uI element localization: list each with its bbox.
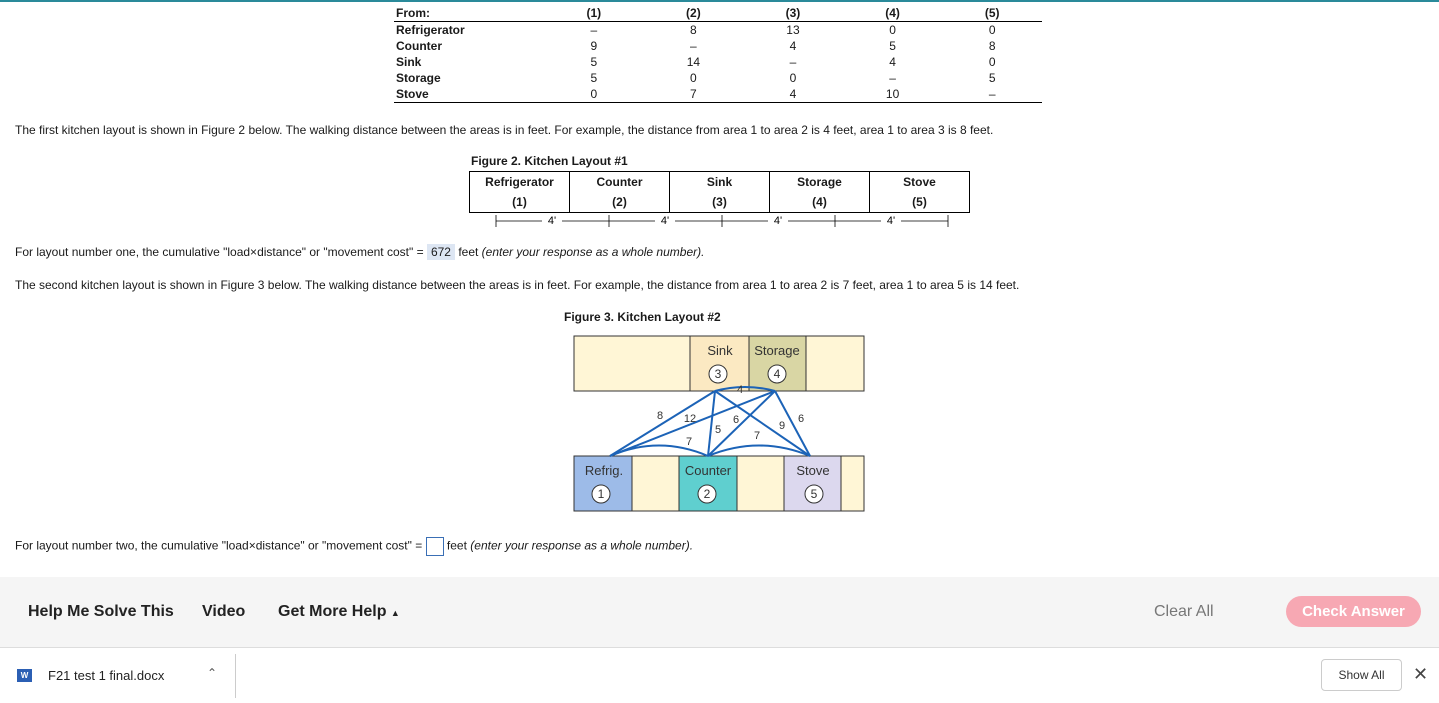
- table-cell: 5: [590, 71, 598, 85]
- area-sink: Sink (3): [670, 172, 770, 213]
- column-header: (4): [885, 6, 900, 20]
- dimension-label: 4': [886, 215, 896, 227]
- distance-label: 4: [736, 384, 744, 396]
- help-me-solve-button[interactable]: Help Me Solve This: [28, 603, 174, 620]
- refrig-number: 1: [597, 487, 605, 501]
- distance-label: 9: [778, 420, 786, 432]
- distance-label: 5: [714, 424, 722, 436]
- answer2-prefix: For layout number two, the cumulative "load×distance" or "movement cost" =: [15, 538, 423, 553]
- divider: [235, 654, 236, 698]
- table-cell: –: [889, 71, 896, 85]
- table-cell: 0: [988, 55, 996, 69]
- word-document-icon: W: [17, 669, 32, 682]
- answer1-value[interactable]: 672: [427, 244, 455, 260]
- area-refrigerator: Refrigerator (1): [470, 172, 570, 213]
- get-more-help-label: Get More Help: [278, 603, 387, 620]
- table-cell: 0: [590, 87, 598, 101]
- answer2-hint: (enter your response as a whole number).: [470, 538, 694, 553]
- answer1-suffix: feet: [458, 245, 479, 259]
- empty-area: [737, 456, 784, 511]
- table-cell: –: [590, 23, 598, 37]
- table-row: [394, 70, 1042, 86]
- table-cell: 4: [789, 39, 797, 53]
- from-label: From:: [396, 6, 430, 20]
- table-cell: –: [789, 55, 797, 69]
- table-cell: 7: [690, 87, 697, 101]
- table-cell: 8: [988, 39, 996, 53]
- refrig-label: Refrig.: [584, 463, 624, 478]
- download-bar: [0, 647, 1439, 703]
- row-label: Storage: [396, 71, 441, 85]
- dimension-label: 4': [547, 215, 557, 227]
- table-cell: 0: [889, 23, 896, 37]
- caret-up-icon: ▲: [390, 608, 400, 618]
- load-matrix-table: [394, 5, 1042, 103]
- area-counter: Counter (2): [570, 172, 670, 213]
- table-header-row: [394, 5, 1042, 22]
- counter-label: Counter: [684, 463, 732, 478]
- show-all-button[interactable]: Show All: [1321, 659, 1402, 691]
- column-header: (1): [586, 6, 602, 20]
- answer1-prefix: For layout number one, the cumulative "load×distance" or "movement cost" =: [15, 245, 424, 259]
- table-row: [394, 54, 1042, 70]
- sink-label: Sink: [707, 343, 733, 358]
- stove-label: Stove: [796, 463, 830, 478]
- storage-number: 4: [773, 367, 781, 381]
- table-cell: 5: [988, 71, 996, 85]
- distance-label: 6: [797, 413, 805, 425]
- table-cell: 8: [690, 23, 697, 37]
- row-label: Refrigerator: [396, 23, 465, 37]
- figure3-title: Figure 3. Kitchen Layout #2: [564, 310, 721, 324]
- table-cell: 0: [690, 71, 697, 85]
- table-cell: 5: [889, 39, 896, 53]
- table-cell: 5: [590, 55, 598, 69]
- area-storage: Storage (4): [770, 172, 870, 213]
- answer1-hint: (enter your response as a whole number).: [481, 245, 705, 259]
- storage-label: Storage: [754, 343, 800, 358]
- row-label: Counter: [396, 39, 442, 53]
- distance-label: 7: [753, 430, 761, 442]
- sink-number: 3: [714, 367, 722, 381]
- chevron-up-icon[interactable]: ⌃: [207, 666, 218, 680]
- answer2-input[interactable]: [426, 537, 444, 556]
- table-cell: 0: [789, 71, 797, 85]
- column-header: (3): [785, 6, 801, 20]
- stove-number: 5: [810, 487, 818, 501]
- layout1-description: The first kitchen layout is shown in Figure 2 below. The walking distance between the areas is in feet. For example, the distance from area 1 to area 2 is 4 feet, area 1 to area 3 is 8 feet.: [15, 123, 994, 137]
- layout2-description: The second kitchen layout is shown in Figure 3 below. The walking distance between the areas is in feet. For example, the distance from area 1 to area 2 is 7 feet, area 1 to area 5 is 14 feet.: [15, 278, 1020, 292]
- answer2-suffix: feet: [446, 538, 467, 553]
- close-icon[interactable]: ✕: [1413, 664, 1429, 684]
- table-cell: 9: [590, 39, 598, 53]
- table-row: [394, 38, 1042, 54]
- row-label: Sink: [396, 55, 422, 69]
- help-toolbar: [0, 577, 1439, 647]
- download-filename: F21 test 1 final.docx: [48, 668, 165, 683]
- empty-area: [632, 456, 679, 511]
- figure3-layout-diagram: [570, 333, 870, 518]
- figure2-layout: [469, 171, 970, 213]
- dimension-label: 4': [660, 215, 670, 227]
- table-cell: 13: [786, 23, 800, 37]
- table-row: [394, 22, 1042, 39]
- dimension-label: 4': [773, 215, 783, 227]
- area-stove: Stove (5): [870, 172, 970, 213]
- table-cell: 4: [789, 87, 797, 101]
- clear-all-button[interactable]: Clear All: [1154, 603, 1214, 620]
- distance-label: 6: [732, 414, 740, 426]
- top-border: [0, 0, 1439, 2]
- column-header: (2): [686, 6, 701, 20]
- table-cell: –: [988, 87, 996, 101]
- distance-label: 8: [656, 410, 664, 422]
- figure2-dimension-line: [470, 212, 970, 230]
- table-cell: 0: [988, 23, 996, 37]
- answer2-line: [15, 537, 693, 556]
- column-header: (5): [984, 6, 1000, 20]
- video-button[interactable]: Video: [202, 603, 246, 620]
- row-label: Stove: [396, 87, 429, 101]
- answer1-line: [15, 244, 704, 260]
- distance-label: 12: [683, 413, 697, 425]
- get-more-help-button[interactable]: [278, 603, 400, 621]
- table-cell: 4: [889, 55, 896, 69]
- distance-label: 7: [685, 436, 693, 448]
- download-item[interactable]: [15, 664, 225, 688]
- check-answer-button[interactable]: Check Answer: [1286, 596, 1421, 627]
- table-cell: –: [690, 39, 697, 53]
- counter-number: 2: [703, 487, 711, 501]
- table-cell: 14: [686, 55, 701, 69]
- table-row: [394, 86, 1042, 103]
- table-cell: 10: [885, 87, 900, 101]
- figure2-title: Figure 2. Kitchen Layout #1: [471, 154, 628, 168]
